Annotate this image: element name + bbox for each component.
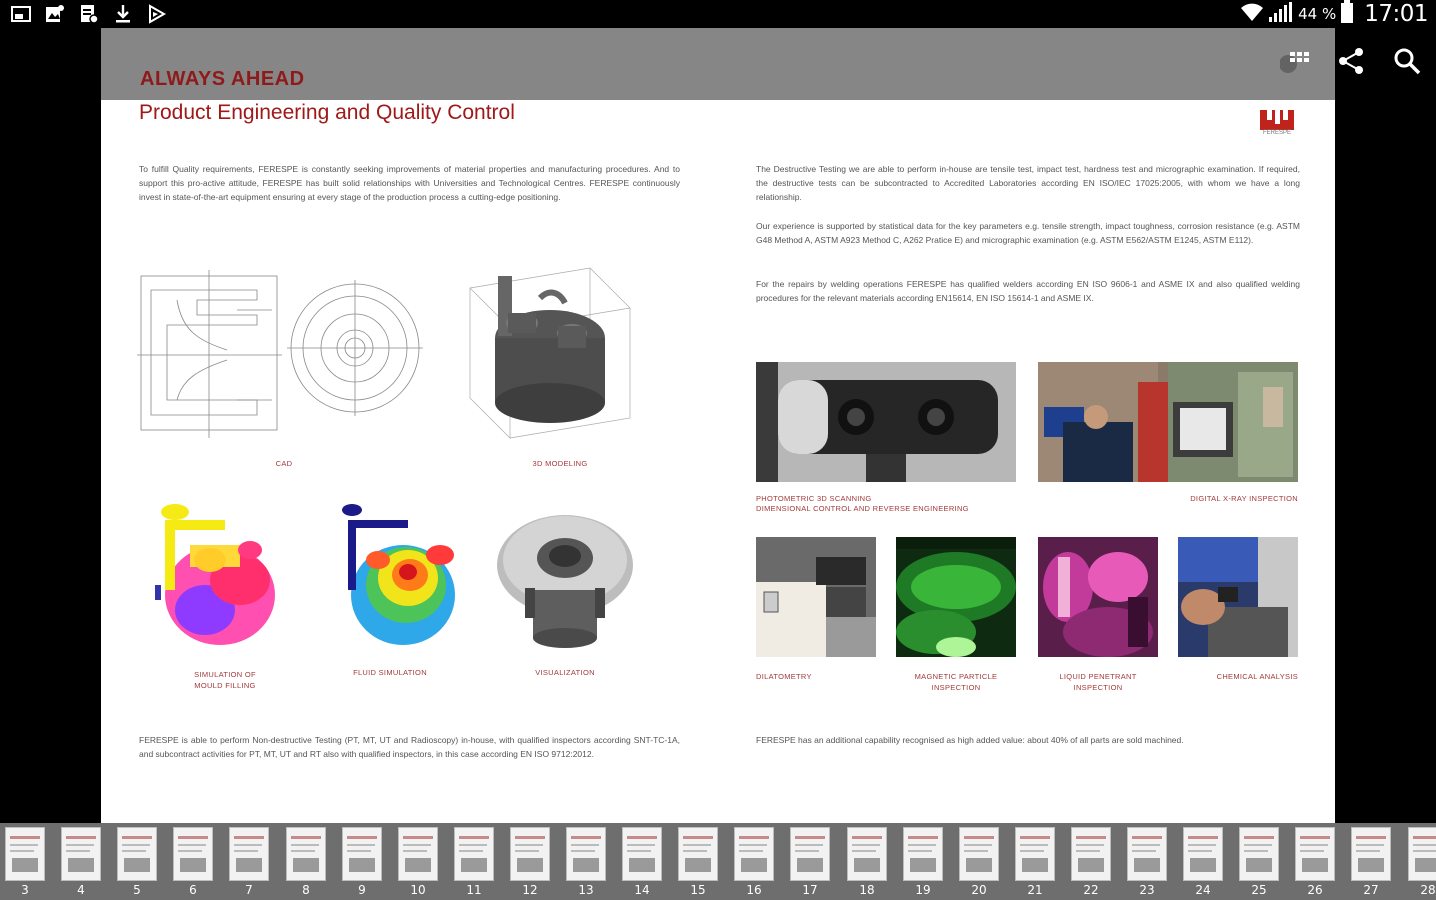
caption-mould-filling-2: MOULD FILLING: [194, 681, 256, 690]
page-thumbnail-number: 5: [133, 883, 141, 897]
caption-photometric-1: PHOTOMETRIC 3D SCANNING: [756, 494, 872, 503]
system-indicators: [1240, 0, 1428, 28]
caption-photometric-2: DIMENSIONAL CONTROL AND REVERSE ENGINEERING: [756, 504, 969, 513]
page-thumbnail-number: 18: [859, 883, 875, 897]
page-thumbnail[interactable]: [678, 827, 718, 881]
caption-magnetic-2: INSPECTION: [931, 683, 981, 692]
page-thumbnail[interactable]: [1071, 827, 1111, 881]
caption-liquid-1: LIQUID PENETRANT: [1059, 672, 1137, 681]
left-intro-paragraph: To fulfill Quality requirements, FERESPE is constantly seeking improvements of material properties and manufacturing procedures. And to support this pro-active attitude, FERESPE has built solid relationships with Universities and Technological Centres. FERESPE continuously invest in state-of-the-art equipment ensuring at every stage of the production process a cutting-edge positioning.: [139, 164, 680, 203]
liquid-penetrant-photo: [1038, 537, 1158, 657]
page-thumbnail-number: 23: [1139, 883, 1155, 897]
share-icon[interactable]: [1334, 44, 1368, 78]
caption-liquid-2: INSPECTION: [1073, 683, 1123, 692]
right-paragraph-repairs: For the repairs by welding operations FERESPE has qualified welders according EN ISO 9606-1 and ASME IX and also qualified welding procedures for the relevant materials according EN15614, EN ISO 15614-1 and ASME IX.: [756, 279, 1300, 304]
page-thumbnail-number: 7: [245, 883, 253, 897]
page-thumbnail-number: 26: [1307, 883, 1323, 897]
download-icon: [112, 3, 134, 25]
caption-3d-modeling: 3D MODELING: [532, 459, 588, 468]
page-thumbnail[interactable]: [510, 827, 550, 881]
photometric-scanner-photo: [756, 362, 1016, 482]
page-thumbnail-number: 14: [634, 883, 650, 897]
page-thumbnail-number: 13: [578, 883, 594, 897]
visualization-image: [495, 510, 635, 650]
page-thumbnail[interactable]: [5, 827, 45, 881]
page-thumbnail-number: 24: [1195, 883, 1211, 897]
magnetic-particle-photo: [896, 537, 1016, 657]
fluid-simulation-image: [328, 500, 458, 650]
page-thumbnail[interactable]: [1015, 827, 1055, 881]
caption-fluid-simulation: FLUID SIMULATION: [353, 668, 427, 677]
page-thumbnail-number: 16: [746, 883, 762, 897]
mould-filling-simulation-image: [150, 500, 280, 650]
page-thumbnail[interactable]: [342, 827, 382, 881]
page-thumbnail-number: 3: [21, 883, 29, 897]
page-thumbnail[interactable]: [1127, 827, 1167, 881]
page-thumbnail-number: 19: [915, 883, 931, 897]
page-thumbnail-number: 15: [690, 883, 706, 897]
caption-cad: CAD: [275, 459, 293, 468]
page-thumbnail-number: 20: [971, 883, 987, 897]
dilatometry-photo: [756, 537, 876, 657]
left-bottom-paragraph: FERESPE is able to perform Non-destructive Testing (PT, MT, UT and Radioscopy) in-house, with qualified inspectors according SNT-TC-1A, and subcontract activities for PT, MT, UT and RT also with qualified inspectors, in this case according EN ISO 9712:2012.: [139, 735, 680, 760]
page-thumbnail[interactable]: [959, 827, 999, 881]
page-thumbnail[interactable]: [1183, 827, 1223, 881]
viewer-margin-right: [1335, 28, 1436, 823]
signal-icon: [1268, 1, 1294, 27]
page-thumbnail[interactable]: [286, 827, 326, 881]
page-thumbnail[interactable]: [1351, 827, 1391, 881]
status-bar: [0, 0, 1436, 28]
right-paragraph-experience: Our experience is supported by statistical data for the key parameters e.g. tensile strength, impact toughness, corrosion resistance (e.g. ASTM G48 Method A, ASTM A923 Method C, A262 Pratice E) and micrographic examination (e.g. ASTM E562/ASTM E1245, ASTM E112).: [756, 221, 1300, 246]
caption-mould-filling-1: SIMULATION OF: [194, 670, 256, 679]
page-thumbnail-number: 8: [302, 883, 310, 897]
page-thumbnail[interactable]: [734, 827, 774, 881]
page-thumbnail-number: 6: [189, 883, 197, 897]
viewer-margin-left: [0, 28, 101, 823]
grid-view-icon[interactable]: [1278, 44, 1312, 78]
search-icon[interactable]: [1390, 44, 1424, 78]
page-thumbnail-number: 11: [466, 883, 482, 897]
page-thumbnail[interactable]: [229, 827, 269, 881]
cad-drawing-image: [137, 270, 427, 440]
page-thumbnail[interactable]: [1239, 827, 1279, 881]
media-play-icon: [146, 3, 168, 25]
page-thumbnail[interactable]: [790, 827, 830, 881]
battery-icon: [1340, 0, 1354, 28]
caption-chemical-analysis: CHEMICAL ANALYSIS: [1216, 672, 1298, 681]
document-kicker: ALWAYS AHEAD: [140, 68, 305, 90]
screenshot-icon: [10, 3, 32, 25]
3d-modeling-image: [460, 248, 635, 443]
page-thumbnail-number: 22: [1083, 883, 1099, 897]
clock: 17:01: [1364, 1, 1428, 27]
image-edit-icon: [44, 3, 66, 25]
page-thumbnail-number: 28: [1420, 883, 1436, 897]
app-bar-actions: [1278, 44, 1424, 78]
caption-xray-inspection: DIGITAL X-RAY INSPECTION: [1190, 494, 1298, 503]
page-thumbnail[interactable]: [847, 827, 887, 881]
chemical-analysis-photo: [1178, 537, 1298, 657]
page-thumbnail[interactable]: [1408, 827, 1436, 881]
logo-text: FERESPE: [1262, 130, 1291, 136]
page-thumbnail[interactable]: [117, 827, 157, 881]
page-thumbnail-number: 27: [1363, 883, 1379, 897]
page-thumbnail[interactable]: [903, 827, 943, 881]
page-thumbnail-number: 21: [1027, 883, 1043, 897]
page-thumbnail[interactable]: [622, 827, 662, 881]
page-thumbnail[interactable]: [454, 827, 494, 881]
page-thumbnail[interactable]: [1295, 827, 1335, 881]
page-thumbnail[interactable]: [398, 827, 438, 881]
xray-inspection-photo: [1038, 362, 1298, 482]
page-thumbnail-number: 9: [358, 883, 366, 897]
right-paragraph-destructive-testing: The Destructive Testing we are able to perform in-house are tensile test, impact test, hardness test and micrographic examination. If required, the destructive tests can be subcontracted to Accredited Laboratories according EN ISO/IEC 17025:2005, with whom we have a long relationship.: [756, 164, 1300, 203]
document-title: Product Engineering and Quality Control: [139, 101, 515, 124]
page-thumbnail-number: 25: [1251, 883, 1267, 897]
page-thumbnail[interactable]: [566, 827, 606, 881]
notification-icons: [10, 3, 168, 25]
right-bottom-paragraph: FERESPE has an additional capability recognised as high added value: about 40% of all parts are sold machined.: [756, 735, 1184, 745]
page-thumbnail-strip[interactable]: [0, 823, 1436, 900]
page-thumbnail-number: 10: [410, 883, 426, 897]
page-thumbnail-number: 17: [802, 883, 818, 897]
page-thumbnail[interactable]: [61, 827, 101, 881]
caption-dilatometry: DILATOMETRY: [756, 672, 812, 681]
ferespe-logo: [1256, 104, 1298, 142]
battery-percent: 44 %: [1298, 5, 1337, 23]
page-thumbnail[interactable]: [173, 827, 213, 881]
caption-visualization: VISUALIZATION: [535, 668, 595, 677]
caption-magnetic-1: MAGNETIC PARTICLE: [914, 672, 998, 681]
wifi-icon: [1240, 1, 1264, 27]
page-thumbnail-number: 12: [522, 883, 538, 897]
document-icon: [78, 3, 100, 25]
page-thumbnail-number: 4: [77, 883, 85, 897]
